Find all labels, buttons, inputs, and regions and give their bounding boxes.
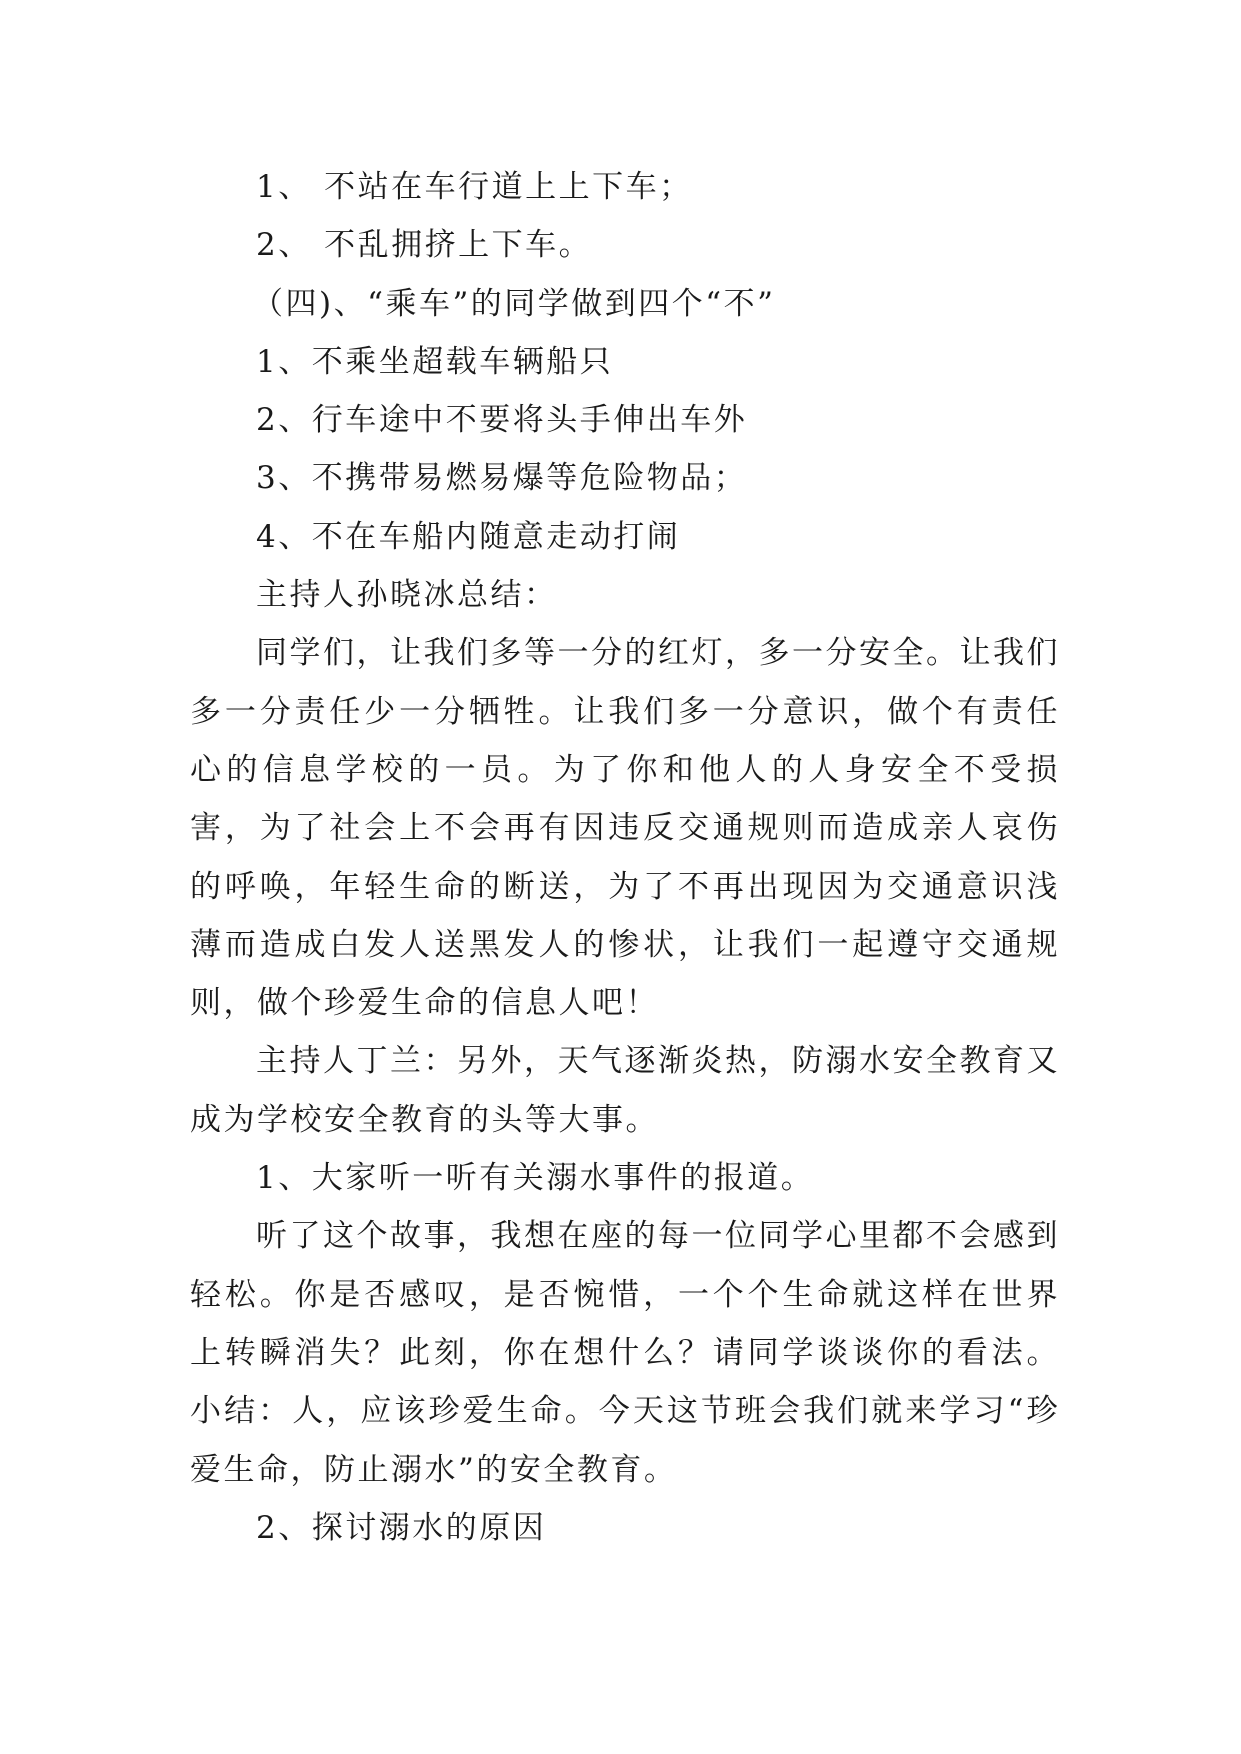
list-item: 1、大家听一听有关溺水事件的报道。	[256, 1160, 815, 1197]
summary-paragraph: 同学们，让我们多等一分的红灯，多一分安全。让我们多一分责任少一分牺牲。让我们多一分意识，做个有责任心的信息学校的一员。为了你和他人的人身安全不受损害，为了社会上不会再有因违反交通规则而造成亲人哀伤的呼唤，年轻生命的断送，为了不再出现因为交通意识浅薄而造成白发人送黑发人的惨状，让我们一起遵守交通规则，做个珍爱生命的信息人吧！	[190, 635, 1060, 1022]
list-item: 4、不在车船内随意走动打闹	[256, 518, 681, 555]
host-paragraph: 主持人丁兰：另外，天气逐渐炎热，防溺水安全教育又成为学校安全教育的头等大事。	[190, 1043, 1060, 1138]
list-item: 2、探讨溺水的原因	[256, 1509, 547, 1546]
list-item: 1、不乘坐超载车辆船只	[256, 343, 614, 380]
list-item: 2、行车途中不要将头手伸出车外	[256, 402, 748, 439]
rule-line-2: 2、 不乱拥挤上下车。	[256, 227, 593, 264]
list-item: 3、不携带易燃易爆等危险物品；	[256, 460, 748, 497]
host-summary-heading: 主持人孙晓冰总结：	[256, 577, 558, 614]
section-heading: （四)、“乘车”的同学做到四个“不”	[252, 285, 776, 322]
story-paragraph: 听了这个故事，我想在座的每一位同学心里都不会感到轻松。你是否感叹，是否惋惜，一个个生命就这样在世界上转瞬消失？此刻，你在想什么？请同学谈谈你的看法。 小结：人，应该珍爱生命。今天这节班会我们就来学习“珍爱生命，防止溺水”的安全教育。	[190, 1218, 1060, 1488]
rule-line-1: 1、 不站在车行道上上下车；	[256, 169, 693, 205]
document-body	[190, 158, 1060, 1557]
